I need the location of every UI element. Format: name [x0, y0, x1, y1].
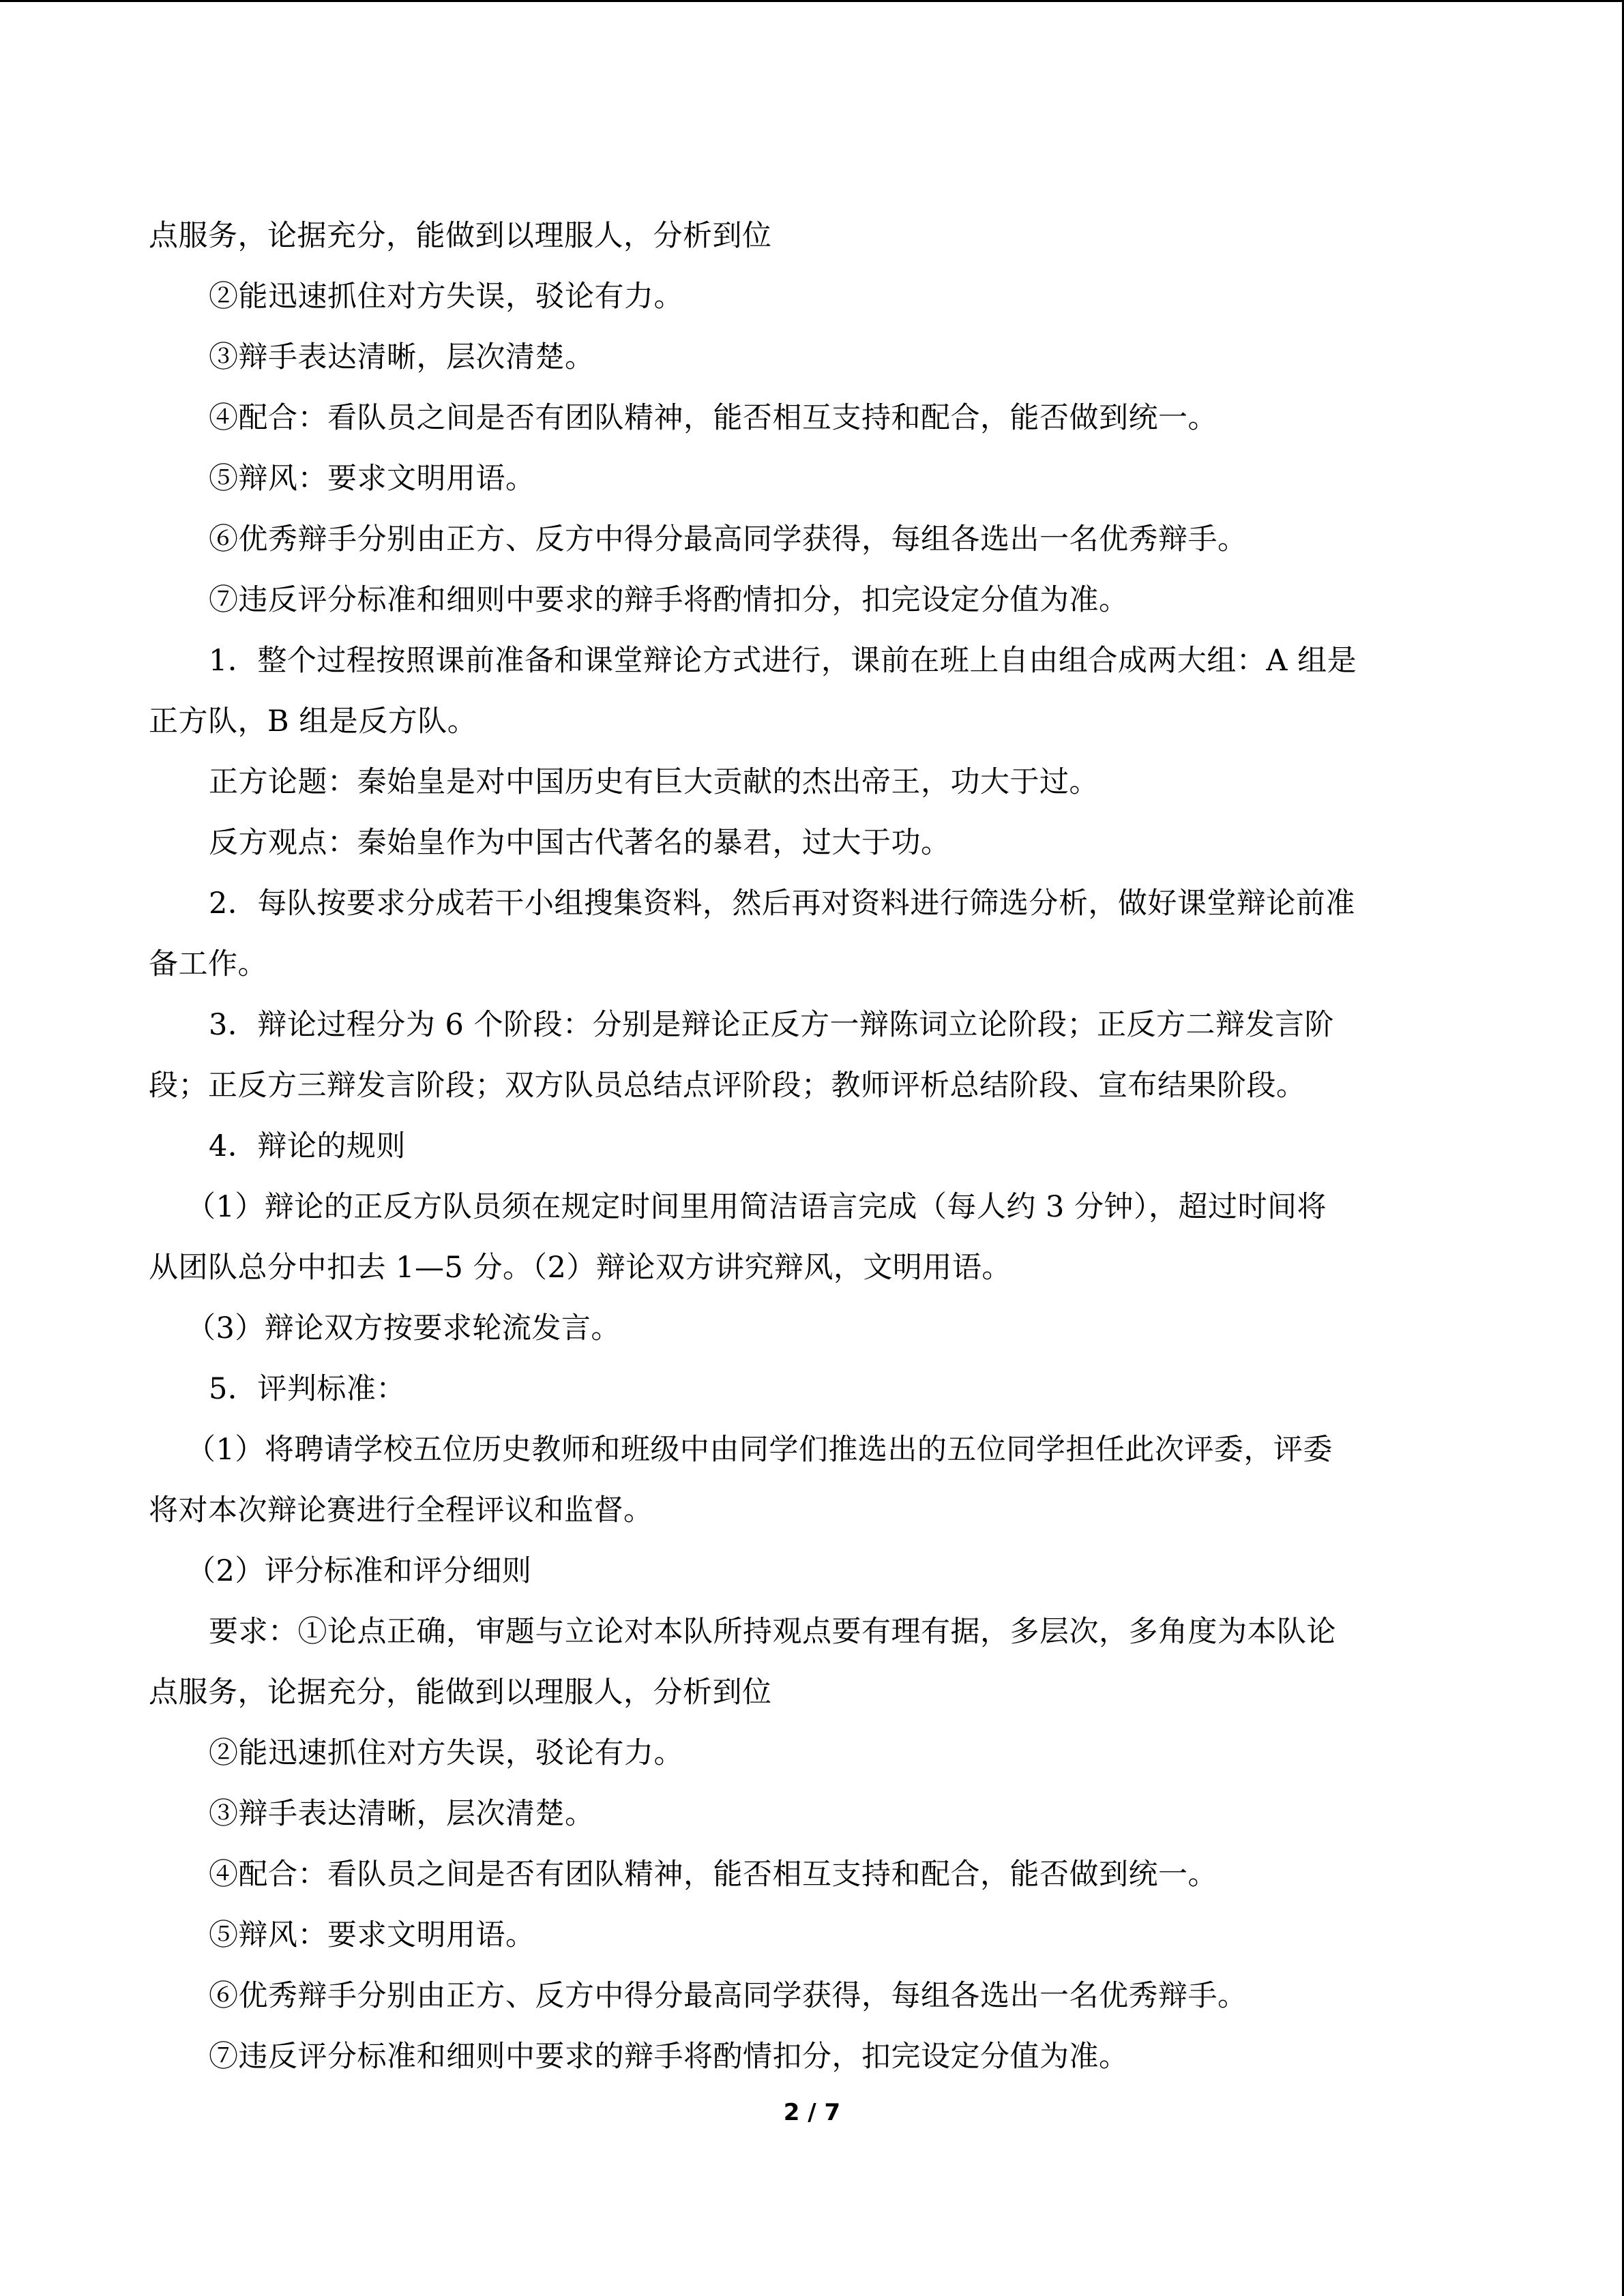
- paragraph-line: 2．每队按要求分成若干小组搜集资料，然后再对资料进行筛选分析，做好课堂辩论前准: [209, 886, 1355, 921]
- paragraph-line: ②能迅速抓住对方失误，驳论有力。: [209, 1736, 683, 1770]
- paragraph-line: （1）将聘请学校五位历史教师和班级中由同学们推选出的五位同学担任此次评委，评委: [186, 1433, 1333, 1467]
- paragraph-line: ④配合：看队员之间是否有团队精神，能否相互支持和配合，能否做到统一。: [209, 401, 1217, 435]
- paragraph-line: 4．辩论的规则: [209, 1129, 406, 1163]
- paragraph-line: 5．评判标准：: [209, 1372, 406, 1406]
- paragraph-line: 备工作。: [149, 947, 267, 981]
- paragraph-line: （3）辩论双方按要求轮流发言。: [186, 1311, 621, 1345]
- paragraph-line: 从团队总分中扣去 1—5 分。（2）辩论双方讲究辩风，文明用语。: [149, 1251, 1012, 1285]
- paragraph-line: ⑦违反评分标准和细则中要求的辩手将酌情扣分，扣完设定分值为准。: [209, 2040, 1129, 2074]
- paragraph-line: ③辩手表达清晰，层次清楚。: [209, 1797, 595, 1831]
- paragraph-line: ②能迅速抓住对方失误，驳论有力。: [209, 280, 683, 314]
- paragraph-line: 正方队，B 组是反方队。: [149, 704, 477, 739]
- paragraph-line: 正方论题：秦始皇是对中国历史有巨大贡献的杰出帝王，功大于过。: [209, 765, 1099, 799]
- paragraph-line: 段；正反方三辩发言阶段；双方队员总结点评阶段；教师评析总结阶段、宣布结果阶段。: [149, 1069, 1306, 1103]
- paragraph-line: （2）评分标准和评分细则: [186, 1554, 532, 1588]
- paragraph-line: 点服务，论据充分，能做到以理服人，分析到位: [149, 1675, 772, 1710]
- paragraph-line: ⑤辩风：要求文明用语。: [209, 462, 535, 496]
- document-body: [149, 206, 1475, 2087]
- page-number: 2 / 7: [783, 2099, 841, 2126]
- paragraph-line: ③辩手表达清晰，层次清楚。: [209, 340, 595, 374]
- paragraph-line: ⑤辩风：要求文明用语。: [209, 1918, 535, 1952]
- paragraph-line: ④配合：看队员之间是否有团队精神，能否相互支持和配合，能否做到统一。: [209, 1858, 1217, 1892]
- paragraph-line: 点服务，论据充分，能做到以理服人，分析到位: [149, 219, 772, 253]
- paragraph-line: 反方观点：秦始皇作为中国古代著名的暴君，过大于功。: [209, 826, 951, 860]
- paragraph-line: ⑥优秀辩手分别由正方、反方中得分最高同学获得，每组各选出一名优秀辩手。: [209, 522, 1247, 556]
- paragraph-line: 1．整个过程按照课前准备和课堂辩论方式进行，课前在班上自由组合成两大组：A 组是: [209, 644, 1357, 678]
- paragraph-line: ⑥优秀辩手分别由正方、反方中得分最高同学获得，每组各选出一名优秀辩手。: [209, 1979, 1247, 2013]
- paragraph-line: 3．辩论过程分为 6 个阶段：分别是辩论正反方一辩陈词立论阶段；正反方二辩发言阶: [209, 1008, 1335, 1042]
- paragraph-line: ⑦违反评分标准和细则中要求的辩手将酌情扣分，扣完设定分值为准。: [209, 583, 1129, 617]
- paragraph-line: （1）辩论的正反方队员须在规定时间里用简洁语言完成（每人约 3 分钟），超过时间将: [186, 1190, 1327, 1224]
- paragraph-line: 要求：①论点正确，审题与立论对本队所持观点要有理有据，多层次，多角度为本队论: [209, 1615, 1336, 1649]
- paragraph-line: 将对本次辩论赛进行全程评议和监督。: [149, 1493, 653, 1527]
